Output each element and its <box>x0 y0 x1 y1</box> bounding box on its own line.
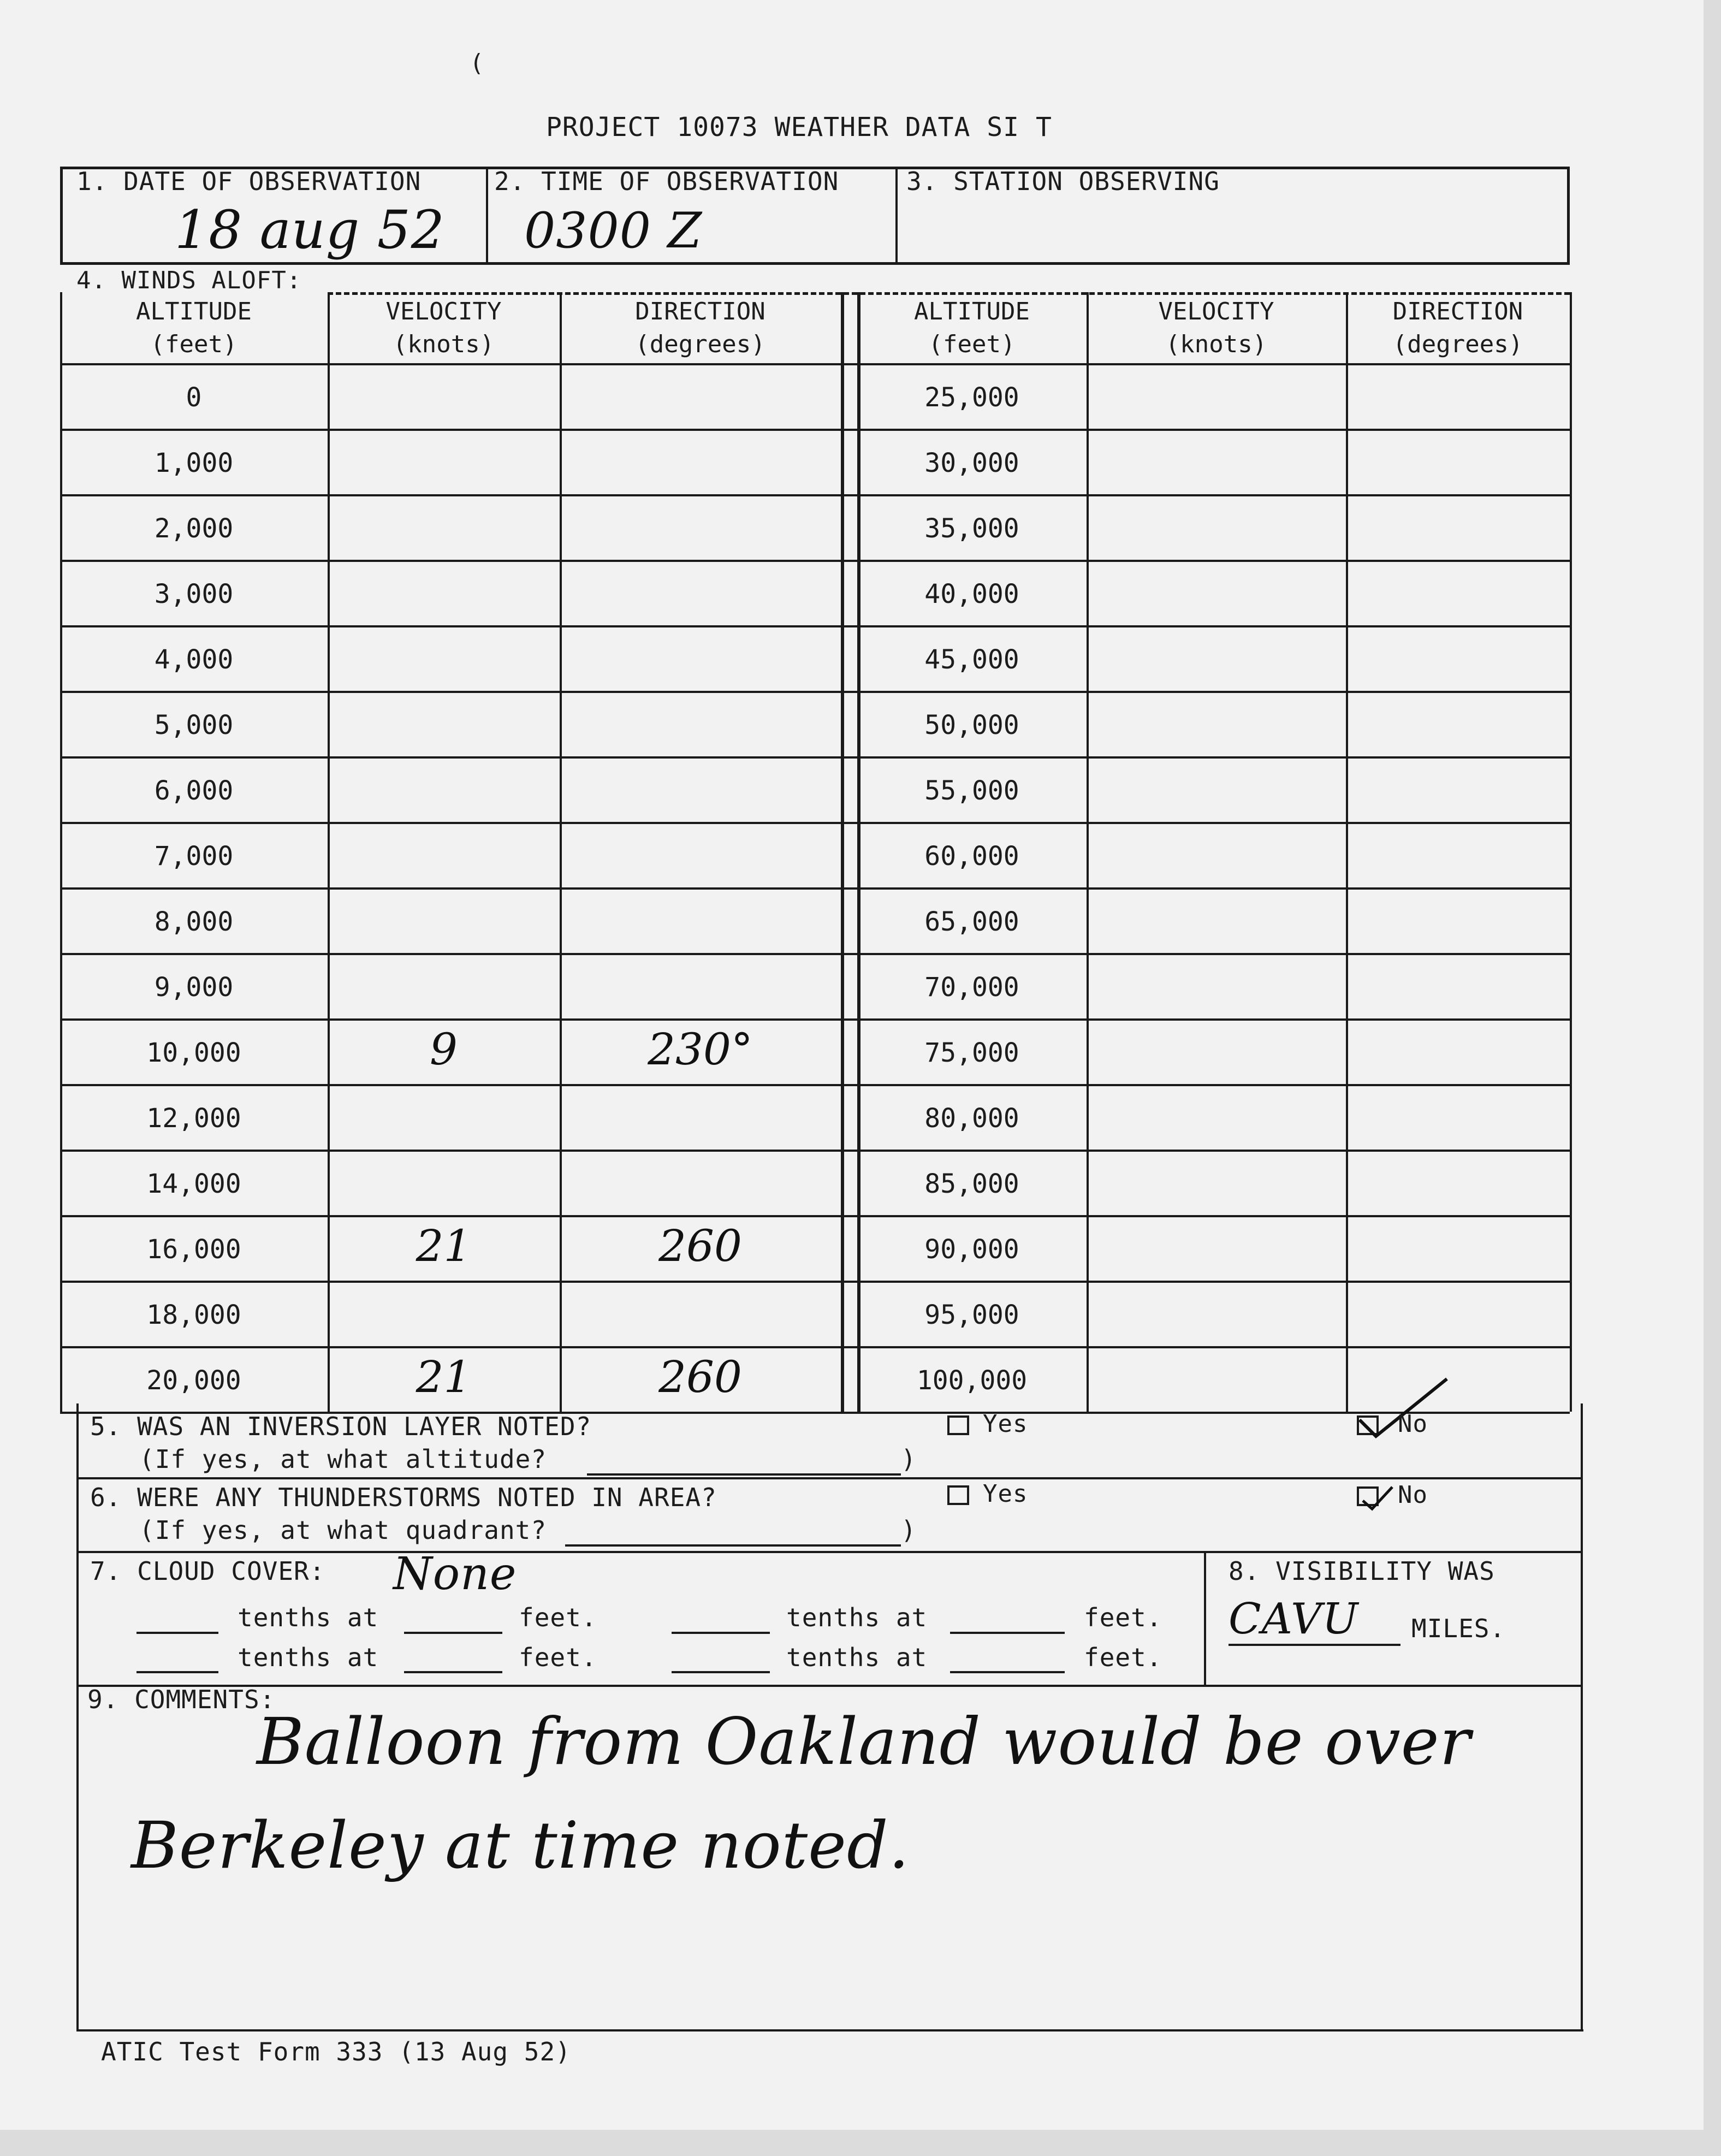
winds-altitude-cell: 40,000 <box>924 579 1019 609</box>
winds-altitude-cell: 25,000 <box>924 382 1019 413</box>
inversion-yes-label: Yes <box>983 1410 1028 1438</box>
thunder-no-checkmark-icon <box>1358 1484 1397 1512</box>
winds-handwritten-cell[interactable]: 9 <box>430 1024 458 1075</box>
winds-altitude-cell: 4,000 <box>154 644 234 675</box>
winds-header-title: ALTITUDE <box>914 298 1030 325</box>
winds-row-rule <box>60 1018 1570 1021</box>
thunder-yes-checkbox[interactable] <box>947 1485 969 1505</box>
cloud-tenths-3[interactable] <box>137 1671 218 1673</box>
winds-altitude-cell: 100,000 <box>916 1365 1028 1396</box>
winds-row-rule <box>60 953 1570 955</box>
time-value[interactable]: 0300 Z <box>524 202 703 259</box>
winds-altitude-cell: 3,000 <box>154 579 234 609</box>
divider-2-3 <box>895 167 898 265</box>
winds-row-rule <box>60 1281 1570 1283</box>
winds-altitude-cell: 65,000 <box>924 907 1019 937</box>
cloud-feet-3[interactable] <box>404 1671 502 1673</box>
comments-line-1[interactable]: Balloon from Oakland would be over <box>257 1704 1471 1779</box>
winds-row-rule <box>60 887 1570 890</box>
winds-row-rule <box>60 691 1570 693</box>
winds-dashed-top <box>328 292 1570 295</box>
winds-row-rule <box>60 494 1570 496</box>
cloud-tenths-4[interactable] <box>672 1671 770 1673</box>
thunder-quadrant-field[interactable] <box>565 1544 901 1547</box>
comments-label: 9. COMMENTS: <box>87 1685 276 1714</box>
visibility-label: 8. VISIBILITY WAS <box>1229 1556 1495 1586</box>
cloud-feet-4[interactable] <box>950 1671 1065 1673</box>
winds-altitude-cell: 5,000 <box>154 710 234 741</box>
winds-row-rule <box>60 560 1570 562</box>
cloud-feet-label-1: feet. <box>519 1603 597 1632</box>
comments-line-2[interactable]: Berkeley at time noted. <box>131 1808 910 1883</box>
winds-altitude-cell: 0 <box>186 382 202 413</box>
winds-altitude-cell: 16,000 <box>146 1234 241 1265</box>
date-label: 1. DATE OF OBSERVATION <box>76 167 422 196</box>
winds-altitude-cell: 55,000 <box>924 775 1019 806</box>
winds-altitude-cell: 6,000 <box>154 775 234 806</box>
winds-altitude-cell: 30,000 <box>924 448 1019 478</box>
inversion-no-label: No <box>1398 1410 1428 1438</box>
thunder-sub: (If yes, at what quadrant? <box>139 1515 547 1545</box>
lower-right-border <box>1581 1403 1583 2031</box>
divider-7-8 <box>1204 1551 1206 1685</box>
cloud-feet-label-4: feet. <box>1084 1643 1162 1672</box>
winds-altitude-cell: 7,000 <box>154 841 234 872</box>
winds-header-unit: (feet) <box>150 330 238 358</box>
winds-altitude-cell: 8,000 <box>154 907 234 937</box>
cloud-tenths-2[interactable] <box>672 1632 770 1634</box>
thunder-question: 6. WERE ANY THUNDERSTORMS NOTED IN AREA? <box>90 1483 717 1512</box>
winds-altitude-cell: 80,000 <box>924 1103 1019 1134</box>
winds-altitude-cell: 9,000 <box>154 972 234 1003</box>
winds-altitude-cell: 2,000 <box>154 513 234 544</box>
divider-6-7 <box>76 1551 1581 1553</box>
winds-altitude-cell: 75,000 <box>924 1038 1019 1068</box>
winds-handwritten-cell[interactable]: 21 <box>416 1221 472 1271</box>
inversion-yes-checkbox[interactable] <box>947 1415 969 1435</box>
winds-row-rule <box>60 1346 1570 1348</box>
winds-handwritten-cell[interactable]: 230° <box>648 1024 753 1075</box>
winds-handwritten-cell[interactable]: 260 <box>658 1352 742 1402</box>
form-footer: ATIC Test Form 333 (13 Aug 52) <box>101 2037 571 2066</box>
inversion-sub: (If yes, at what altitude? <box>139 1444 547 1474</box>
winds-label: 4. WINDS ALOFT: <box>76 266 302 294</box>
cloud-feet-label-3: feet. <box>519 1643 597 1672</box>
visibility-unit: MILES. <box>1411 1614 1506 1643</box>
inversion-close: ) <box>901 1444 917 1474</box>
station-label: 3. STATION OBSERVING <box>906 167 1220 196</box>
winds-header-title: ALTITUDE <box>136 298 252 325</box>
winds-handwritten-cell[interactable]: 260 <box>658 1221 742 1271</box>
divider-5-6 <box>76 1477 1581 1479</box>
winds-header-unit: (knots) <box>393 330 495 358</box>
winds-col-line <box>1570 292 1572 1412</box>
time-label: 2. TIME OF OBSERVATION <box>494 167 839 196</box>
winds-row-rule <box>60 1150 1570 1152</box>
winds-row-rule <box>60 625 1570 627</box>
winds-altitude-cell: 50,000 <box>924 710 1019 741</box>
cloud-label: 7. CLOUD COVER: <box>90 1556 325 1586</box>
thunder-no-label: No <box>1398 1481 1428 1509</box>
winds-header-unit: (knots) <box>1165 330 1267 358</box>
winds-header-unit: (degrees) <box>1392 330 1523 358</box>
cloud-tenths-label-1: tenths at <box>238 1603 379 1632</box>
winds-altitude-cell: 90,000 <box>924 1234 1019 1265</box>
thunder-close: ) <box>901 1515 917 1545</box>
winds-row-rule <box>60 429 1570 431</box>
winds-header-title: VELOCITY <box>1158 298 1274 325</box>
winds-altitude-cell: 45,000 <box>924 644 1019 675</box>
cloud-tenths-1[interactable] <box>137 1632 218 1634</box>
winds-altitude-cell: 20,000 <box>146 1365 241 1396</box>
cloud-tenths-label-4: tenths at <box>786 1643 928 1672</box>
winds-header-title: DIRECTION <box>1392 298 1523 325</box>
winds-header-unit: (degrees) <box>635 330 765 358</box>
cloud-feet-1[interactable] <box>404 1632 502 1634</box>
winds-altitude-cell: 85,000 <box>924 1169 1019 1199</box>
inversion-altitude-field[interactable] <box>587 1473 901 1476</box>
visibility-value[interactable]: CAVU <box>1229 1595 1359 1644</box>
winds-altitude-cell: 18,000 <box>146 1300 241 1330</box>
winds-row-rule <box>60 1215 1570 1217</box>
cloud-tenths-label-3: tenths at <box>238 1643 379 1672</box>
inversion-question: 5. WAS AN INVERSION LAYER NOTED? <box>90 1412 592 1441</box>
winds-row-rule <box>60 756 1570 759</box>
thunder-yes-label: Yes <box>983 1480 1028 1508</box>
winds-altitude-cell: 95,000 <box>924 1300 1019 1330</box>
winds-altitude-cell: 10,000 <box>146 1038 241 1068</box>
winds-col-line <box>1346 292 1348 1412</box>
cloud-feet-2[interactable] <box>950 1632 1065 1634</box>
cloud-feet-label-2: feet. <box>1084 1603 1162 1632</box>
winds-altitude-cell: 14,000 <box>146 1169 241 1199</box>
winds-header-rule <box>60 363 1570 365</box>
visibility-line <box>1229 1644 1400 1646</box>
winds-altitude-cell: 70,000 <box>924 972 1019 1003</box>
winds-altitude-cell: 12,000 <box>146 1103 241 1134</box>
lower-left-border <box>76 1403 79 2031</box>
winds-header-title: VELOCITY <box>385 298 502 325</box>
divider-1-2 <box>486 167 488 265</box>
winds-col-line <box>841 292 844 1412</box>
cloud-tenths-label-2: tenths at <box>786 1603 928 1632</box>
winds-row-rule <box>60 822 1570 824</box>
form-title: PROJECT 10073 WEATHER DATA SI T <box>546 112 1052 143</box>
winds-altitude-cell: 1,000 <box>154 448 234 478</box>
winds-header-unit: (feet) <box>928 330 1016 358</box>
sheet-opening-paren: ( <box>470 49 485 77</box>
date-value[interactable]: 18 aug 52 <box>175 199 445 260</box>
winds-col-line <box>1087 292 1089 1412</box>
divider-7-9 <box>76 1685 1581 1687</box>
lower-bottom-border <box>76 2029 1583 2031</box>
winds-row-rule <box>60 1084 1570 1086</box>
winds-handwritten-cell[interactable]: 21 <box>416 1352 472 1402</box>
winds-altitude-cell: 35,000 <box>924 513 1019 544</box>
winds-header-title: DIRECTION <box>635 298 765 325</box>
winds-altitude-cell: 60,000 <box>924 841 1019 872</box>
cloud-handwritten[interactable]: None <box>393 1548 517 1600</box>
